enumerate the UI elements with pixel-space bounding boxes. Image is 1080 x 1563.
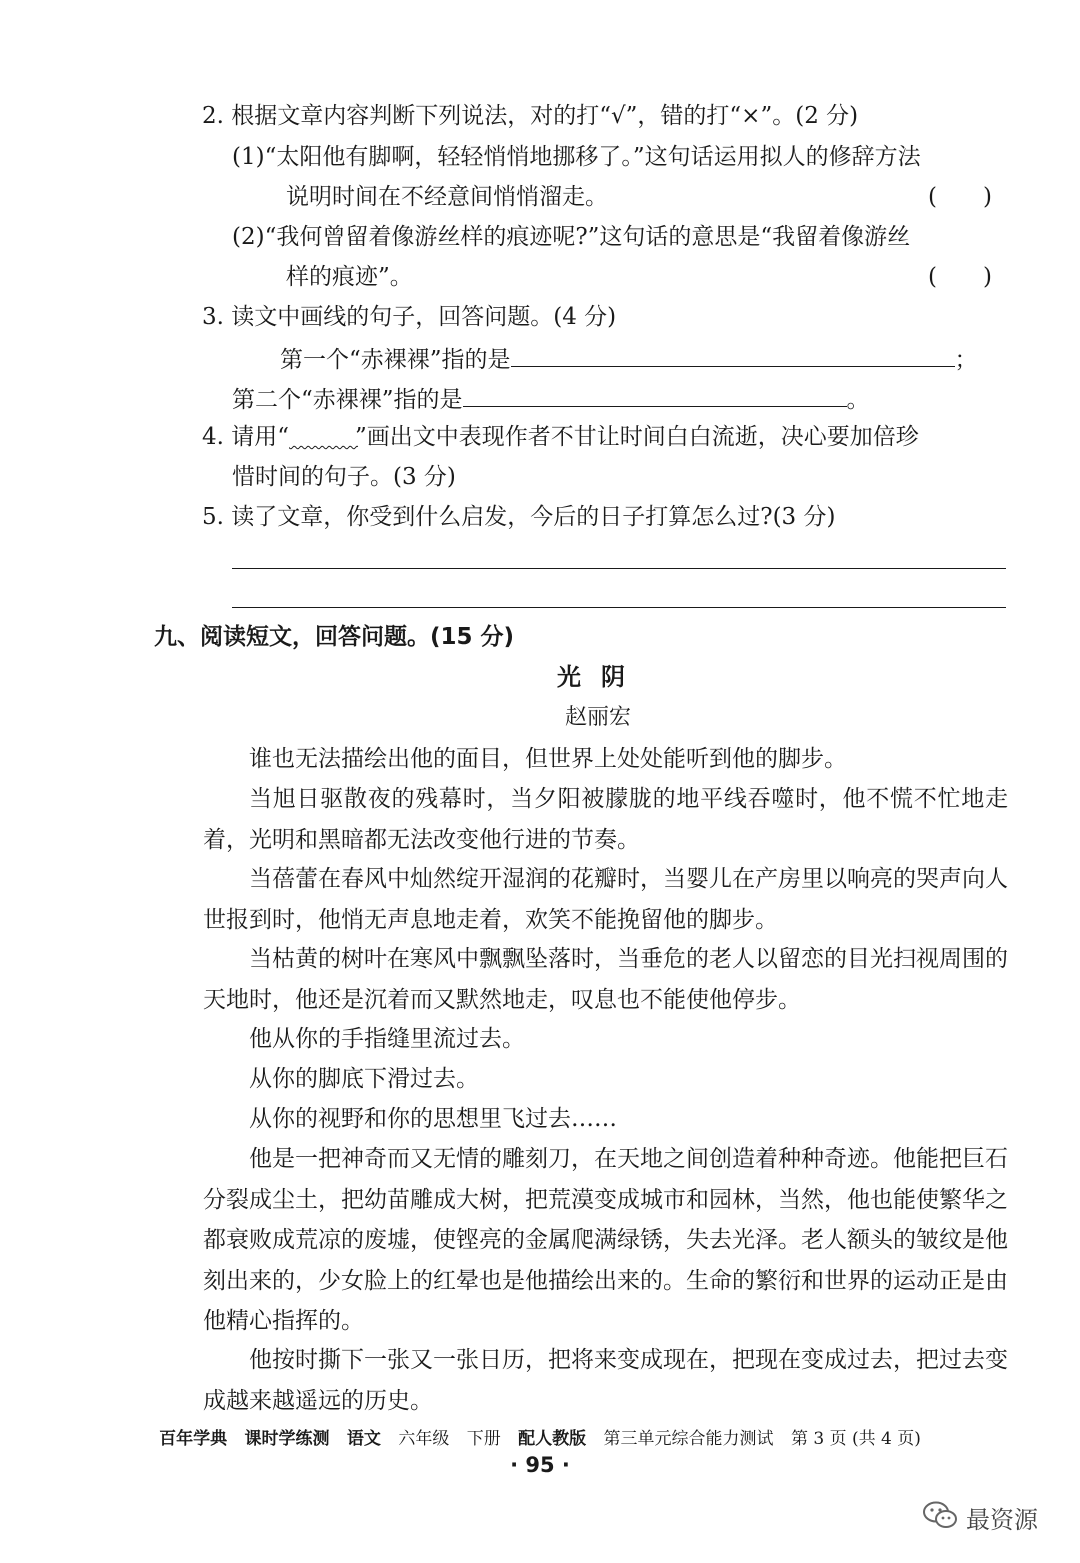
q5-answer-line-1[interactable] [232, 568, 1006, 569]
passage-title: 光阴 [557, 663, 645, 691]
passage-author: 赵丽宏 [565, 705, 632, 730]
q3-second-answer-blank[interactable] [463, 382, 847, 407]
passage-paragraph-2: 当旭日驱散夜的残幕时，当夕阳被朦胧的地平线吞噬时，他不慌不忙地走着，光明和黑暗都无法改变他行进的节奏。 [203, 786, 1008, 853]
q2-item2-answer-paren[interactable]: ( ) [928, 264, 992, 290]
passage-paragraph-3: 当蓓蕾在春风中灿然绽开湿润的花瓣时，当婴儿在产房里以响亮的哭声向人世报到时，他悄无声息地走着，欢笑不能挽留他的脚步。 [203, 866, 1008, 933]
passage-paragraph-4: 当枯黄的树叶在寒风中飘飘坠落时，当垂危的老人以留恋的目光扫视周围的天地时，他还是沉着而又默然地走，叹息也不能使他停步。 [203, 946, 1008, 1013]
passage-paragraph-6: 从你的脚底下滑过去。 [249, 1066, 479, 1092]
passage-paragraph-9: 他按时撕下一张又一张日历，把将来变成现在，把现在变成过去，把过去变成越来越遥远的历史。 [203, 1347, 1008, 1414]
q3-second-end: 。 [846, 387, 870, 413]
q3-second-row [232, 382, 870, 415]
page-footer [0, 1428, 1080, 1450]
q4-prefix: 4. 请用“ [202, 424, 290, 450]
q2-item2-line1: (2)“我何曾留着像游丝样的痕迹呢?”这句话的意思是“我留着像游丝 [232, 224, 911, 250]
footer-edition: 配人教版 [518, 1429, 587, 1449]
wavy-line-mark [289, 422, 355, 452]
q2-item1-line1: (1)“太阳他有脚啊，轻轻悄悄地挪移了。”这句话运用拟人的修辞方法 [232, 144, 921, 170]
q3-first-end: ； [954, 347, 978, 373]
footer-volume: 下册 [466, 1429, 501, 1449]
q4-line1 [202, 422, 919, 452]
footer-test: 第三单元综合能力测试 [603, 1429, 774, 1449]
watermark-text: 最资源 [966, 1505, 1038, 1534]
q3-first-answer-blank[interactable] [511, 342, 955, 367]
q3-first-label: 第一个“赤裸裸”指的是 [280, 347, 511, 373]
passage-paragraph-5: 他从你的手指缝里流过去。 [249, 1026, 525, 1052]
passage-paragraph-8: 他是一把神奇而又无情的雕刻刀，在天地之间创造着种种奇迹。他能把巨石分裂成尘土，把幼苗雕成大树，把荒漠变成城市和园林，当然，他也能使繁华之都衰败成荒凉的废墟，使铿亮的金属爬满绿锈，失去光泽。老人额头的皱纹是他刻出来的，少女脸上的红晕也是他描绘出来的。生命的繁衍和世界的运动正是由他精心指挥的。 [203, 1146, 1008, 1334]
footer-series: 课时学练测 [244, 1429, 330, 1449]
footer-grade: 六年级 [398, 1429, 450, 1449]
q3-stem: 3. 读文中画线的句子，回答问题。(4 分) [202, 304, 617, 330]
passage-paragraph-1: 谁也无法描绘出他的面目，但世界上处处能听到他的脚步。 [249, 746, 847, 772]
passage-paragraph-7: 从你的视野和你的思想里飞过去…… [249, 1106, 617, 1132]
wechat-icon [922, 1500, 958, 1534]
q3-second-label: 第二个“赤裸裸”指的是 [232, 387, 463, 413]
footer-brand: 百年学典 [159, 1429, 228, 1449]
q4-suffix: ”画出文中表现作者不甘让时间白白流逝，决心要加倍珍 [355, 424, 919, 450]
q5-stem: 5. 读了文章，你受到什么启发，今后的日子打算怎么过?(3 分) [202, 504, 836, 530]
q3-first-row [280, 342, 978, 375]
section9-heading: 九、阅读短文，回答问题。(15 分) [154, 624, 515, 650]
q2-stem: 2. 根据文章内容判断下列说法，对的打“√”，错的打“×”。(2 分) [202, 103, 859, 129]
footer-subject: 语文 [346, 1429, 381, 1449]
q2-item2-line2: 样的痕迹”。 [286, 264, 413, 290]
q2-item1-answer-paren[interactable]: ( ) [928, 184, 992, 210]
q2-item1-line2: 说明时间在不经意间悄悄溜走。 [286, 184, 608, 210]
watermark [922, 1497, 1038, 1537]
q4-line2: 惜时间的句子。(3 分) [232, 464, 456, 490]
footer-page-info: 第 3 页 (共 4 页) [790, 1429, 921, 1449]
q5-answer-line-2[interactable] [232, 607, 1006, 608]
page-number: · 95 · [510, 1453, 570, 1477]
